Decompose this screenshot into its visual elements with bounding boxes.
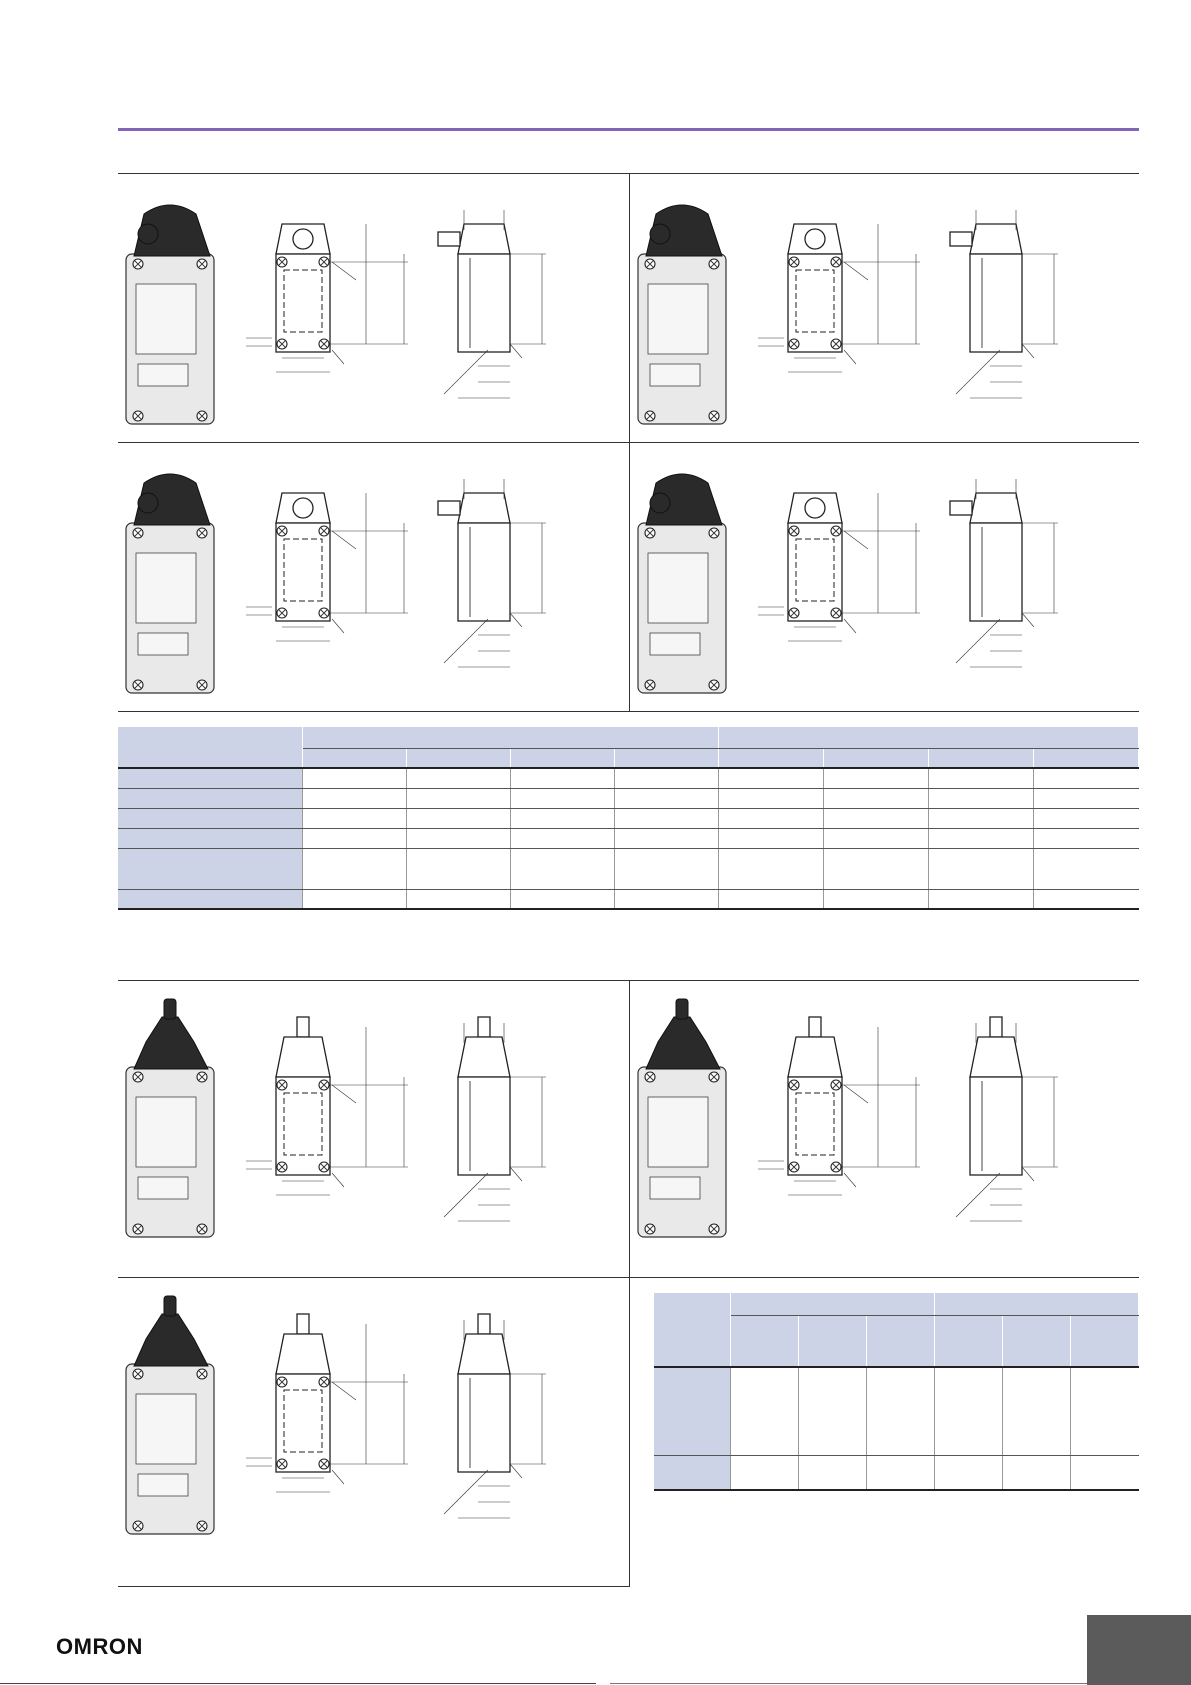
actuator-shaft [293, 229, 313, 249]
switch-nameplate [648, 1097, 708, 1167]
side-body-outline [458, 1374, 510, 1472]
lever-table-col [1033, 748, 1138, 768]
lever-table-row [118, 808, 1139, 828]
lever-spec-table [118, 727, 1139, 910]
lever-table-row [118, 889, 1139, 909]
product-photo [638, 205, 726, 424]
switch-nameplate-lower [650, 364, 700, 386]
lever-shaft [138, 493, 158, 513]
switch-nameplate-lower [650, 1177, 700, 1199]
lever-table-col [824, 748, 929, 768]
lever-shaft [138, 224, 158, 244]
side-head-outline [970, 224, 1022, 254]
plunger-table-group-2 [935, 1293, 1139, 1315]
actuator-shaft [805, 498, 825, 518]
plunger-tip [164, 999, 176, 1019]
side-head-outline [458, 1334, 510, 1374]
lever-table-group-header [118, 727, 1139, 748]
dimension-drawing-lever-c [118, 443, 629, 711]
page-tab [1087, 1615, 1191, 1685]
dimension-drawing-plunger-b [630, 981, 1139, 1277]
actuator-shaft [293, 498, 313, 518]
front-view [758, 1017, 920, 1195]
section-accent-rule [118, 128, 1139, 131]
plunger-tip [676, 999, 688, 1019]
switch-head [646, 1017, 720, 1069]
switch-head-outline [276, 1334, 330, 1374]
lever-table-col [615, 748, 719, 768]
side-body-outline [970, 523, 1022, 621]
product-photo [126, 999, 214, 1237]
plunger-table-col [935, 1315, 1003, 1367]
dimension-drawing-plunger-c [118, 1278, 629, 1585]
front-view [246, 1314, 408, 1492]
switch-head [134, 1314, 208, 1366]
side-view [444, 1017, 546, 1221]
switch-nameplate [136, 1097, 196, 1167]
side-plunger [478, 1017, 490, 1037]
dimension-drawing-lever-d [630, 443, 1139, 711]
side-body-outline [970, 1077, 1022, 1175]
lever-table-row [118, 788, 1139, 808]
lever-stub [950, 501, 972, 515]
plunger-table-col [1003, 1315, 1071, 1367]
plunger-table-col [1071, 1315, 1139, 1367]
lever-table-col [511, 748, 615, 768]
side-view [950, 479, 1058, 667]
lever-table-group-1 [303, 727, 719, 748]
lever-table-row-header [118, 768, 303, 788]
footer-rule [0, 1683, 596, 1684]
product-photo [638, 999, 726, 1237]
side-head-outline [458, 224, 510, 254]
lever-stub [438, 232, 460, 246]
side-head-outline [458, 493, 510, 523]
side-view [956, 1017, 1058, 1221]
side-head-outline [458, 1037, 510, 1077]
side-view [438, 210, 546, 398]
lever-table-group-2 [719, 727, 1139, 748]
dimension-drawing-lever-a [118, 174, 629, 442]
front-view [758, 493, 920, 641]
side-view [950, 210, 1058, 398]
plunger-table-group-1 [731, 1293, 935, 1315]
switch-head [134, 1017, 208, 1069]
plunger-table-col [731, 1315, 799, 1367]
omron-logo [56, 1635, 151, 1657]
switch-head-outline [276, 1037, 330, 1077]
lever-table-row-header [118, 848, 303, 889]
switch-nameplate [648, 553, 708, 623]
lever-table-row-header [118, 788, 303, 808]
dimension-drawing-lever-b [630, 174, 1139, 442]
lever-shaft [650, 493, 670, 513]
side-plunger [478, 1314, 490, 1334]
side-plunger [990, 1017, 1002, 1037]
lever-table-row-header [118, 828, 303, 848]
plunger-spec-table [654, 1293, 1139, 1491]
omron-logo-icon [56, 1635, 151, 1657]
lever-table-col [407, 748, 511, 768]
plunger-table-col [799, 1315, 867, 1367]
lever-table-row [118, 768, 1139, 788]
plunger-outline [809, 1017, 821, 1037]
front-view [246, 224, 408, 372]
lever-table-row [118, 848, 1139, 889]
lever-table-col [719, 748, 824, 768]
side-body-outline [458, 1077, 510, 1175]
side-head-outline [970, 493, 1022, 523]
plunger-table-corner [654, 1293, 731, 1367]
switch-nameplate [648, 284, 708, 354]
lever-stub [438, 501, 460, 515]
plunger-tip [164, 1296, 176, 1316]
switch-nameplate-lower [138, 364, 188, 386]
front-view [246, 1017, 408, 1195]
plunger-table-row [654, 1455, 1139, 1490]
lever-table-row-header [118, 808, 303, 828]
product-photo [126, 474, 214, 693]
product-photo [126, 205, 214, 424]
lever-shaft [650, 224, 670, 244]
actuator-shaft [805, 229, 825, 249]
lever-table-col [929, 748, 1034, 768]
front-view [758, 224, 920, 372]
plunger-table-col [867, 1315, 935, 1367]
footer-rule-right [610, 1683, 1087, 1684]
lever-stub [950, 232, 972, 246]
switch-nameplate [136, 553, 196, 623]
switch-nameplate-lower [650, 633, 700, 655]
side-body-outline [970, 254, 1022, 352]
plunger-table-row [654, 1367, 1139, 1455]
plunger-outline [297, 1314, 309, 1334]
product-photo [638, 474, 726, 693]
switch-nameplate-lower [138, 1474, 188, 1496]
side-body-outline [458, 254, 510, 352]
switch-nameplate-lower [138, 1177, 188, 1199]
front-view [246, 493, 408, 641]
switch-nameplate [136, 284, 196, 354]
switch-nameplate [136, 1394, 196, 1464]
switch-head-outline [788, 1037, 842, 1077]
side-view [444, 1314, 546, 1518]
lever-table-row-header [118, 889, 303, 909]
plunger-table-group-header [654, 1293, 1139, 1315]
brand-name: OMRON [56, 1635, 143, 1657]
product-photo [126, 1296, 214, 1534]
side-view [438, 479, 546, 667]
plunger-table-row-header [654, 1455, 731, 1490]
lever-table-corner [118, 727, 303, 768]
side-head-outline [970, 1037, 1022, 1077]
switch-nameplate-lower [138, 633, 188, 655]
plunger-outline [297, 1017, 309, 1037]
side-body-outline [458, 523, 510, 621]
plunger-table-row-header [654, 1367, 731, 1455]
lever-table-col [303, 748, 407, 768]
lever-table-row [118, 828, 1139, 848]
dimension-drawing-plunger-a [118, 981, 629, 1277]
